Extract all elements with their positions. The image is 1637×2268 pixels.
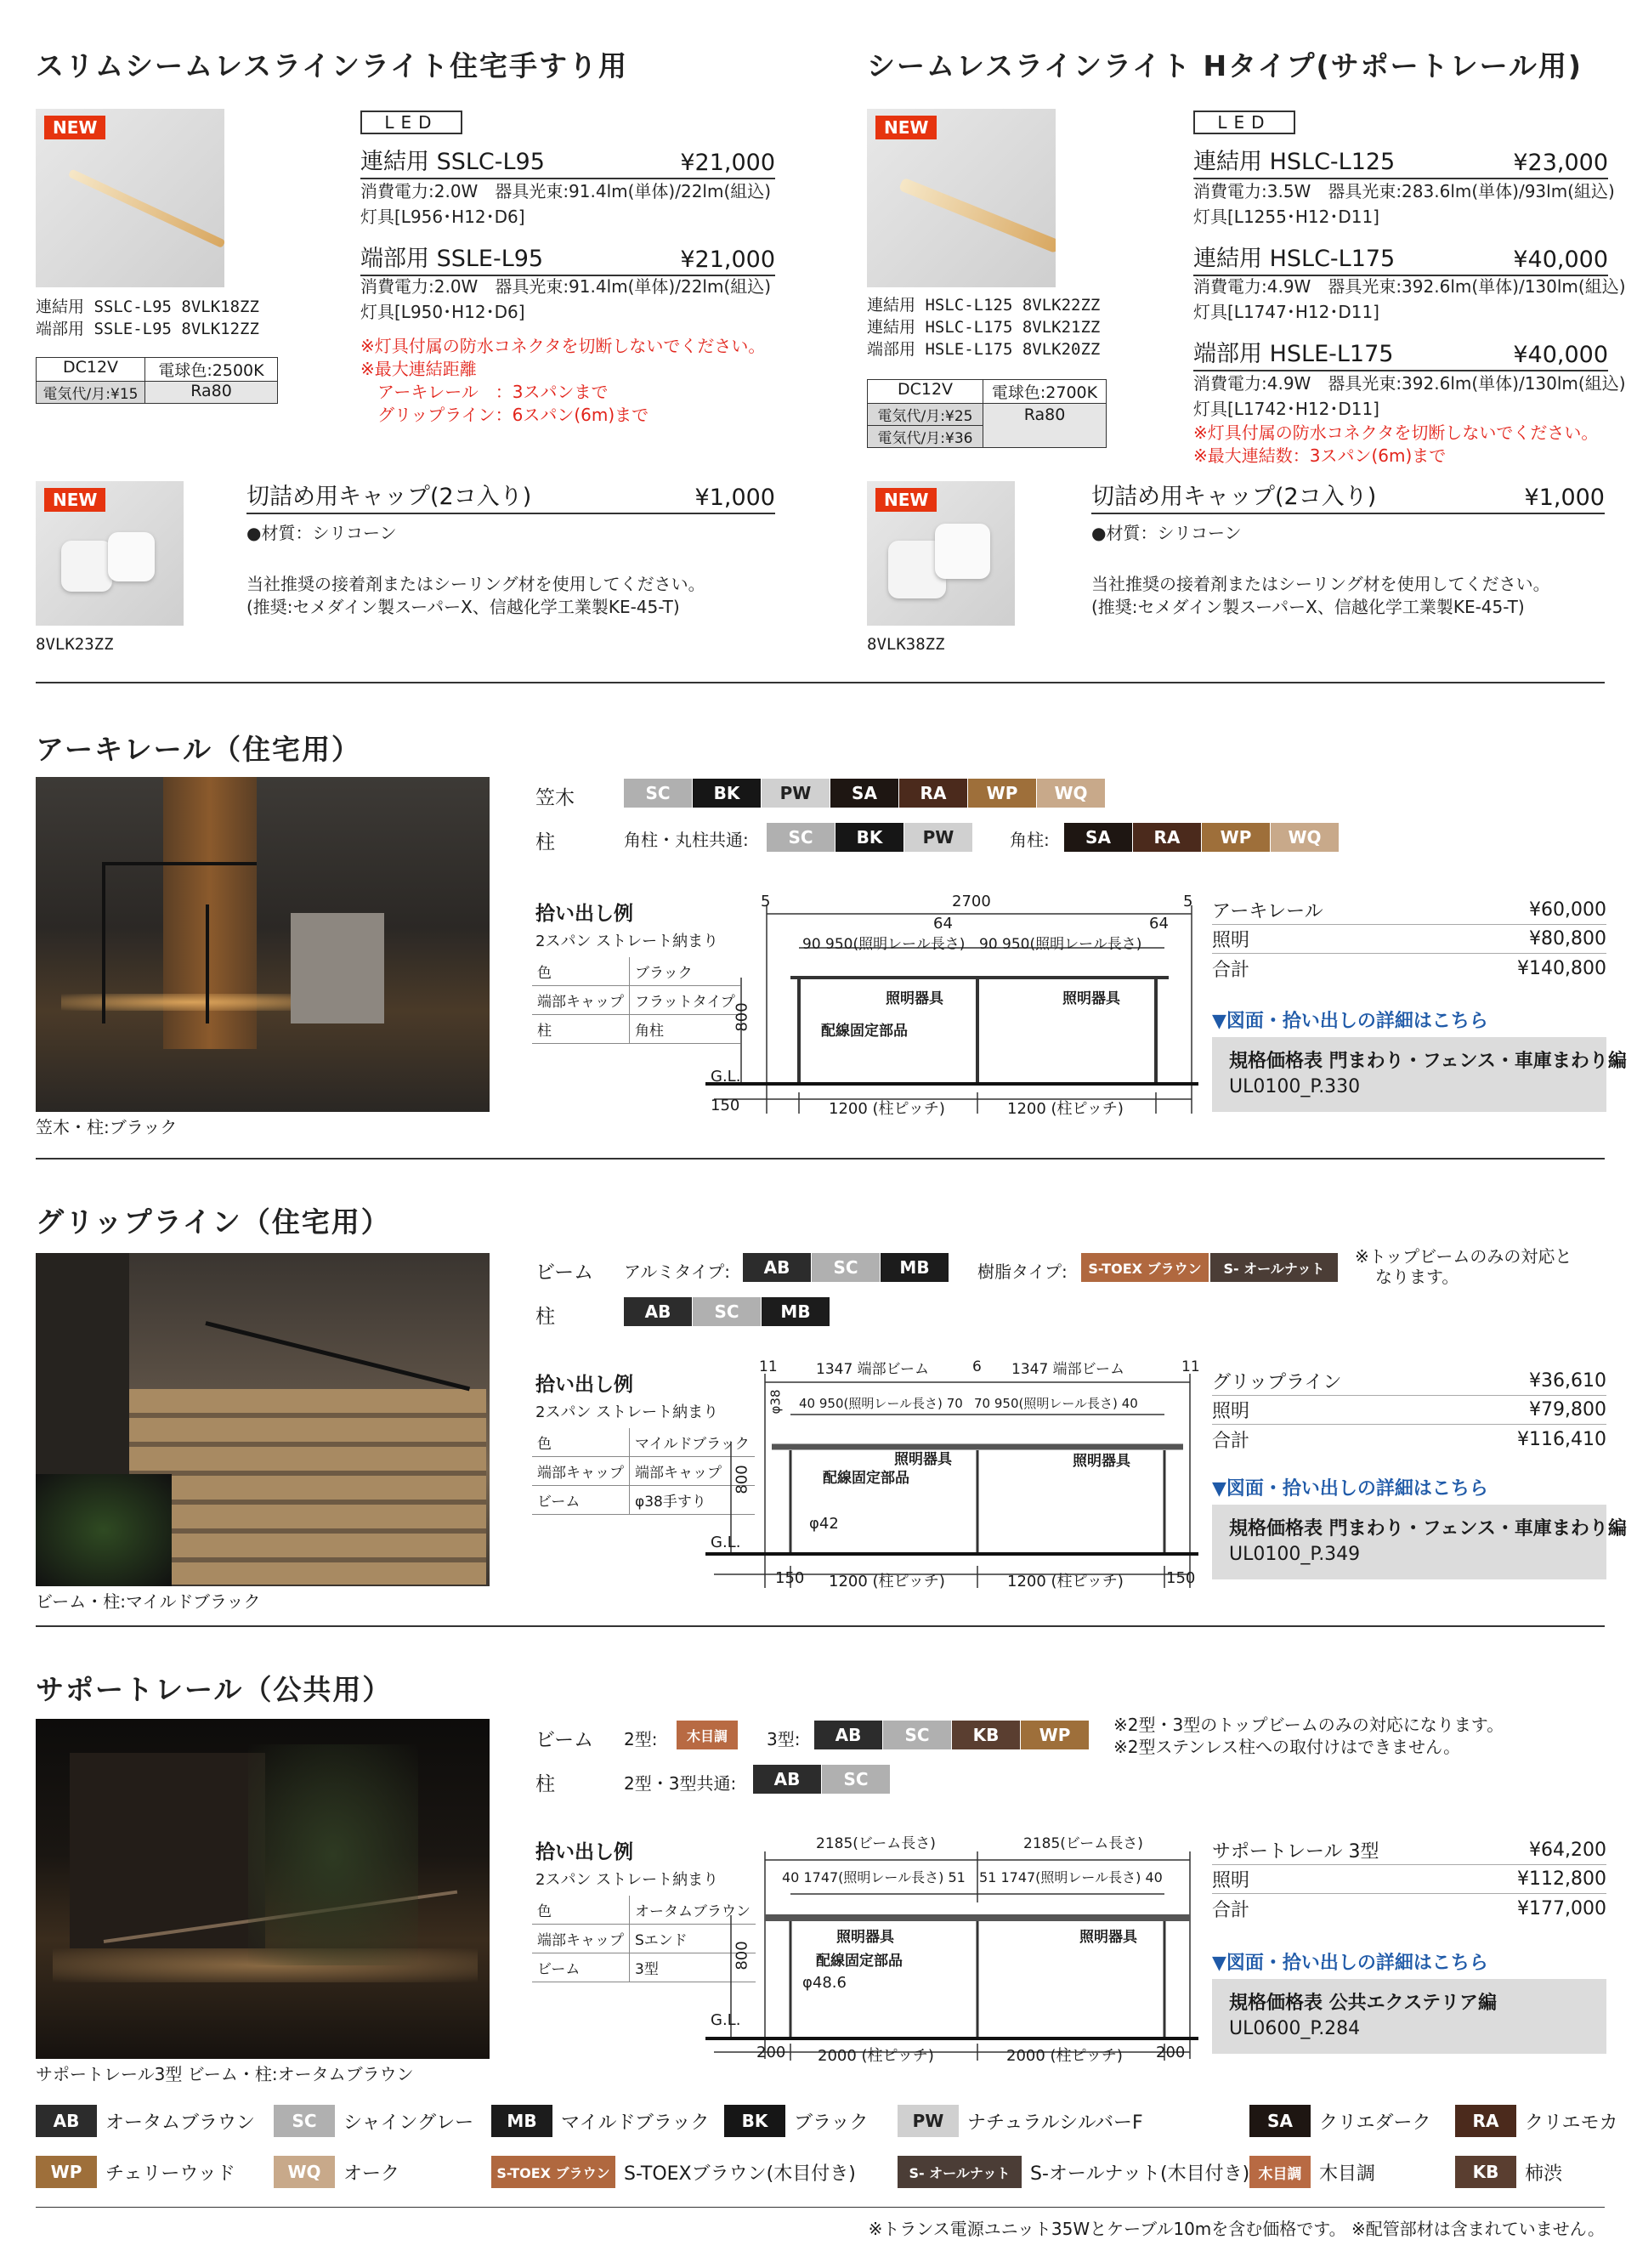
- support-beam-label: ビーム: [535, 1729, 594, 1751]
- new-badge: NEW: [875, 488, 937, 512]
- arc-detail-link[interactable]: ▼図面・拾い出しの詳細はこちら: [1212, 1011, 1488, 1032]
- grip-title: グリップライン（住宅用）: [36, 1205, 391, 1239]
- grip-resin-label: 樹脂タイプ:: [977, 1262, 1068, 1282]
- color-chip-wq: WQ: [1271, 823, 1339, 852]
- new-badge: NEW: [875, 116, 937, 139]
- dims-row-left: 40 950(照明レール長さ) 70: [799, 1396, 963, 1411]
- gl-label: G.L.: [711, 2011, 741, 2029]
- cap-note-right: 当社推奨の接着剤またはシーリング材を使用してください。 (推奨:セメダイン製スーパーX、信越化学工業製KE-45-T): [1091, 574, 1550, 617]
- dim-200b: 200: [1156, 2044, 1186, 2061]
- color-chip-sc: SC: [693, 1297, 761, 1326]
- grip-detail-link[interactable]: ▼図面・拾い出しの詳細はこちら: [1212, 1478, 1488, 1500]
- product-row-sslc: 連結用 SSLC-L95 ¥21,000: [360, 143, 775, 179]
- beam-length-2: 2185(ビーム長さ): [1023, 1835, 1143, 1852]
- color-chip-sc: SC: [767, 823, 835, 852]
- color-chip-son: S- オールナット: [1210, 1253, 1338, 1282]
- color-chip-bk: BK: [835, 823, 903, 852]
- pitch-1: 1200 (柱ピッチ): [829, 1100, 945, 1118]
- color-chip-sa: SA: [830, 779, 898, 808]
- grip-note: ※トップビームのみの対応と なります。: [1355, 1246, 1572, 1287]
- support-detail-link[interactable]: ▼図面・拾い出しの詳細はこちら: [1212, 1953, 1488, 1974]
- divider: [36, 1158, 1605, 1160]
- support-spec-table: 色 オータムブラウン 端部キャップ Sエンド ビーム 3型: [532, 1896, 756, 1982]
- cap-material-right: ●材質：シリコーン: [1091, 523, 1242, 543]
- dim-800: 800: [733, 1465, 751, 1494]
- spec-table-left: DC12V 電球色:2500K 電気代/月:¥15 Ra80: [36, 357, 278, 404]
- legend-ab: AB オータムブラウン: [36, 2105, 255, 2137]
- cap-material-left: ●材質：シリコーン: [246, 523, 397, 543]
- support-title: サポートレール（公共用）: [36, 1673, 393, 1706]
- color-chip-wq: WQ: [1037, 779, 1105, 808]
- color-chip-mb: MB: [762, 1297, 830, 1326]
- color-chip-stoex: S-TOEX ブラウン: [1081, 1253, 1209, 1282]
- grip-price-summary: グリップライン ¥36,610 照明 ¥79,800 合計 ¥116,410: [1212, 1367, 1606, 1454]
- legend-bk: BK ブラック: [724, 2105, 869, 2137]
- dim-2700: 2700: [952, 893, 991, 910]
- legend-sa: SA クリエダーク: [1249, 2105, 1431, 2137]
- dim-1347a: 1347 端部ビーム: [816, 1361, 929, 1378]
- pitch-2: 2000 (柱ピッチ): [1006, 2047, 1123, 2065]
- grip-photo: [36, 1253, 490, 1586]
- support-note: ※2型・3型のトップビームのみの対応になります。 ※2型ステンレス柱への取付けはできません。: [1113, 1715, 1504, 1757]
- divider: [36, 2207, 1605, 2208]
- product-row-ssle: 端部用 SSLE-L95 ¥21,000: [360, 240, 775, 276]
- color-chip-wp: WP: [968, 779, 1036, 808]
- gl-label: G.L.: [711, 1068, 741, 1086]
- support-example-title: 拾い出し例: [535, 1841, 633, 1863]
- dims-row-left: 40 1747(照明レール長さ) 51: [782, 1869, 966, 1885]
- support-reference-box: 規格価格表 公共エクステリア編 UL0600_P.284: [1212, 1979, 1606, 2054]
- divider: [36, 1625, 1605, 1627]
- cap-photo-right: [867, 481, 1015, 626]
- light-label-2: 照明器具: [1079, 1929, 1137, 1946]
- pitch-1: 1200 (柱ピッチ): [829, 1573, 945, 1590]
- spec-ssle: 消費電力:2.0W 器具光束:91.4lm(単体)/22lm(組込) 灯具[L950･H12･D6]: [360, 276, 772, 322]
- cap-code-left: 8VLK23ZZ: [36, 635, 114, 654]
- arc-kasagi-label: 笠木: [535, 787, 575, 809]
- color-chip-sc: SC: [883, 1721, 951, 1749]
- legend-kb: KB 柿渋: [1455, 2156, 1562, 2188]
- support-photo: [36, 1719, 490, 2059]
- color-chip-sc: SC: [822, 1765, 890, 1794]
- new-badge: NEW: [44, 488, 105, 512]
- spec-sslc: 消費電力:2.0W 器具光束:91.4lm(単体)/22lm(組込) 灯具[L956･H12･D6]: [360, 181, 772, 227]
- pitch-1: 2000 (柱ピッチ): [818, 2047, 934, 2065]
- arc-price-summary: アーキレール ¥60,000 照明 ¥80,800 合計 ¥140,800: [1212, 896, 1606, 983]
- light-label-2: 照明器具: [1062, 990, 1120, 1007]
- color-chip-pw: PW: [762, 779, 830, 808]
- codes-right: 連結用 HSLC-L125 8VLK22ZZ 連結用 HSLC-L175 8VLK21ZZ 端部用 HSLE-L175 8VLK20ZZ: [867, 296, 1101, 359]
- support-post-common-label: 2型・3型共通:: [624, 1773, 737, 1794]
- color-chip-wp: WP: [1021, 1721, 1089, 1749]
- support-example-sub: 2スパン ストレート納まり: [535, 1871, 719, 1889]
- legend-son: S- オールナット S-オールナット(木目付き): [898, 2156, 1249, 2188]
- dim-5a: 5: [761, 893, 771, 910]
- color-chip-wp: WP: [1202, 823, 1270, 852]
- led-label: LED: [1193, 111, 1295, 134]
- legend-wp: WP チェリーウッド: [36, 2156, 235, 2188]
- arc-caption: 笠木・柱:ブラック: [36, 1117, 178, 1137]
- spec-hslc125: 消費電力:3.5W 器具光束:283.6lm(単体)/93lm(組込) 灯具[L1255･H12･D11]: [1193, 181, 1615, 227]
- dim-150a: 150: [775, 1569, 805, 1587]
- cap-code-right: 8VLK38ZZ: [867, 635, 945, 654]
- footer-note: ※トランス電源ユニット35Wとケーブル10mを含む価格です。 ※配管部材は含まれていません。: [868, 2219, 1605, 2239]
- arc-title: アーキレール（住宅用）: [36, 733, 362, 766]
- dim-150: 150: [711, 1097, 740, 1114]
- dim-38: φ38: [768, 1389, 784, 1415]
- grip-alu-label: アルミタイプ:: [624, 1262, 730, 1282]
- color-chip-sc: SC: [624, 779, 692, 808]
- divider: [36, 682, 1605, 683]
- grip-example-sub: 2スパン ストレート納まり: [535, 1403, 719, 1421]
- spec-hsle175: 消費電力:4.9W 器具光束:392.6lm(単体)/130lm(組込) 灯具[L1742･H12･D11]: [1193, 373, 1626, 419]
- color-chip-kb: KB: [952, 1721, 1020, 1749]
- arc-example-title: 拾い出し例: [535, 903, 633, 925]
- grip-example-title: 拾い出し例: [535, 1374, 633, 1396]
- arc-post-square-label: 角柱:: [1010, 830, 1050, 850]
- color-chip-ab: AB: [814, 1721, 882, 1749]
- color-chip-sc: SC: [812, 1253, 880, 1282]
- cap-note-left: 当社推奨の接着剤またはシーリング材を使用してください。 (推奨:セメダイン製スーパーX、信越化学工業製KE-45-T): [246, 574, 705, 617]
- arc-photo: [36, 777, 490, 1112]
- product-row-hslc175: 連結用 HSLC-L175 ¥40,000: [1193, 240, 1608, 276]
- dim-800: 800: [733, 1002, 751, 1032]
- fix-label: 配線固定部品: [823, 1470, 909, 1487]
- color-chip-ra: RA: [899, 779, 967, 808]
- fix-label: 配線固定部品: [816, 1953, 903, 1970]
- legend-mb: MB マイルドブラック: [491, 2105, 709, 2137]
- color-chip-ab: AB: [624, 1297, 692, 1326]
- dim-90a: 90 950(照明レール長さ): [802, 936, 966, 953]
- product-photo-sslc: [36, 109, 224, 287]
- arc-reference-box: 規格価格表 門まわり・フェンス・車庫まわり編 UL0100_P.330: [1212, 1037, 1606, 1112]
- pitch-2: 1200 (柱ピッチ): [1007, 1100, 1124, 1118]
- fix-label: 配線固定部品: [821, 1023, 908, 1040]
- grip-caption: ビーム・柱:マイルドブラック: [36, 1591, 261, 1612]
- dim-200a: 200: [756, 2044, 786, 2061]
- dim-6: 6: [972, 1358, 982, 1375]
- support-caption: サポートレール3型 ビーム・柱:オータムブラウン: [36, 2064, 414, 2084]
- notes-left: ※灯具付属の防水コネクタを切断しないでください。 ※最大連結距離 アーキレール ：3スパンまで グリップライン：6スパン(6m)まで: [360, 336, 766, 425]
- support-price-summary: サポートレール 3型 ¥64,200 照明 ¥112,800 合計 ¥177,000: [1212, 1836, 1606, 1923]
- dim-800: 800: [733, 1941, 751, 1970]
- spec-table-right: DC12V 電球色:2700K 電気代/月:¥25 電気代/月:¥36 Ra80: [867, 379, 1107, 448]
- cap-row-left: 切詰め用キャップ(2コ入り) ¥1,000: [246, 478, 775, 514]
- pitch-2: 1200 (柱ピッチ): [1007, 1573, 1124, 1590]
- legend-sc: SC シャイングレー: [274, 2105, 473, 2137]
- color-chip-ab: AB: [753, 1765, 821, 1794]
- led-label: LED: [360, 111, 462, 134]
- notes-right: ※灯具付属の防水コネクタを切断しないでください。 ※最大連結数：3スパン(6m)まで: [1193, 422, 1599, 466]
- grip-post-label: 柱: [535, 1306, 555, 1328]
- arc-spec-table: 色 ブラック 端部キャップ フラットタイプ 柱 角柱: [532, 957, 740, 1044]
- legend-ra: RA クリエモカ: [1455, 2105, 1618, 2137]
- beam-length-1: 2185(ビーム長さ): [816, 1835, 936, 1852]
- color-chip-mokume: 木目調: [677, 1721, 738, 1749]
- legend-wq: WQ オーク: [274, 2156, 399, 2188]
- product-row-hslc125: 連結用 HSLC-L125 ¥23,000: [1193, 143, 1608, 179]
- cap-photo-left: [36, 481, 184, 626]
- cap-row-right: 切詰め用キャップ(2コ入り) ¥1,000: [1091, 478, 1605, 514]
- grip-reference-box: 規格価格表 門まわり・フェンス・車庫まわり編 UL0100_P.349: [1212, 1505, 1606, 1579]
- color-chip-mb: MB: [881, 1253, 949, 1282]
- product-photo-hslc: [867, 109, 1056, 287]
- light-label-2: 照明器具: [1073, 1453, 1130, 1470]
- new-badge: NEW: [44, 116, 105, 139]
- support-type3-label: 3型:: [767, 1729, 801, 1749]
- dim-11b: 11: [1181, 1358, 1200, 1375]
- light-label-1: 照明器具: [894, 1451, 952, 1468]
- color-chip-bk: BK: [693, 779, 761, 808]
- dim-90b: 90 950(照明レール長さ): [979, 936, 1142, 953]
- color-chip-sa: SA: [1064, 823, 1132, 852]
- dim-11a: 11: [759, 1358, 778, 1375]
- gl-label: G.L.: [711, 1534, 741, 1551]
- legend-stoex: S-TOEX ブラウン S-TOEXブラウン(木目付き): [491, 2156, 856, 2188]
- dim-42: φ42: [809, 1515, 839, 1533]
- legend-mokume: 木目調 木目調: [1249, 2156, 1375, 2188]
- grip-beam-label: ビーム: [535, 1262, 594, 1284]
- support-type2-label: 2型:: [624, 1729, 658, 1749]
- light-label-1: 照明器具: [836, 1929, 894, 1946]
- support-post-label: 柱: [535, 1773, 555, 1795]
- arc-post-label: 柱: [535, 831, 555, 853]
- light-label-1: 照明器具: [886, 990, 943, 1007]
- spec-hslc175: 消費電力:4.9W 器具光束:392.6lm(単体)/130lm(組込) 灯具[L1747･H12･D11]: [1193, 276, 1626, 322]
- arc-post-common-label: 角柱・丸柱共通:: [624, 830, 749, 850]
- codes-left: 連結用 SSLC-L95 8VLK18ZZ 端部用 SSLE-L95 8VLK12ZZ: [36, 298, 259, 338]
- color-chip-ra: RA: [1133, 823, 1201, 852]
- color-chip-pw: PW: [904, 823, 972, 852]
- dim-486: φ48.6: [802, 1974, 847, 1992]
- arc-example-sub: 2スパン ストレート納まり: [535, 933, 719, 950]
- product-row-hsle175: 端部用 HSLE-L175 ¥40,000: [1193, 335, 1608, 371]
- title-slim-seamless: スリムシームレスラインライト住宅手すり用: [36, 49, 629, 82]
- dims-row-right: 51 1747(照明レール長さ) 40: [979, 1869, 1163, 1885]
- grip-spec-table: 色 マイルドブラック 端部キャップ 端部キャップ ビーム φ38手すり: [532, 1428, 755, 1515]
- dim-64a: 64: [933, 915, 953, 933]
- title-seamless-h: シームレスラインライト Hタイプ(サポートレール用): [867, 49, 1583, 82]
- dim-150b: 150: [1166, 1569, 1196, 1587]
- dim-1347b: 1347 端部ビーム: [1011, 1361, 1124, 1378]
- color-chip-ab: AB: [743, 1253, 811, 1282]
- dim-64b: 64: [1149, 915, 1169, 933]
- dims-row-right: 70 950(照明レール長さ) 40: [974, 1396, 1138, 1411]
- legend-pw: PW ナチュラルシルバーF: [898, 2105, 1143, 2137]
- dim-5b: 5: [1183, 893, 1193, 910]
